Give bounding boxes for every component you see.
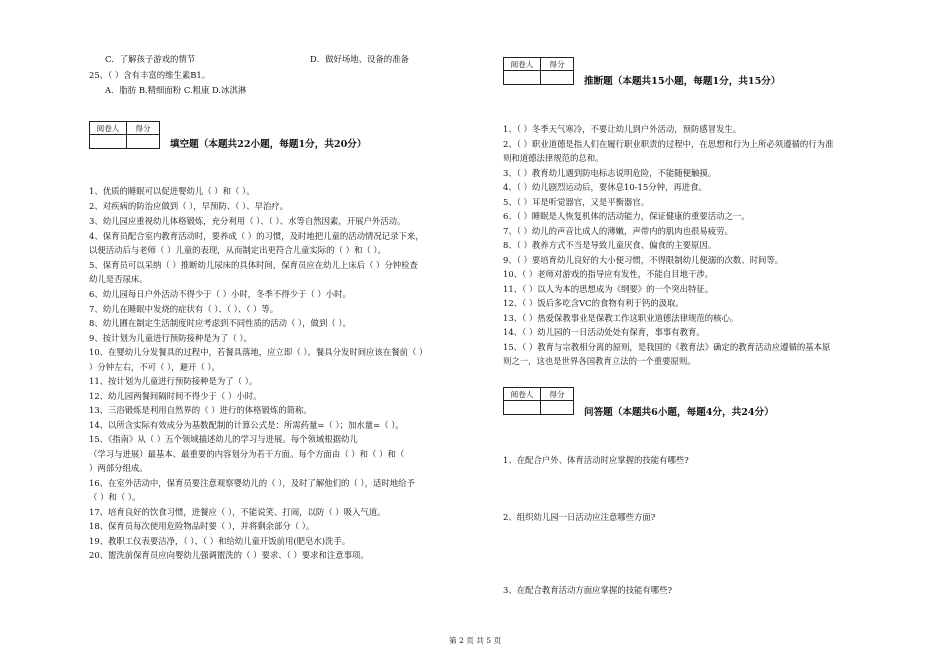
question-line: 15、《指南》从（ ）五个领域描述幼儿的学习与进展。每个领域根据幼儿 bbox=[89, 434, 358, 444]
question-line: 11、按计划为儿童进行预防接种是为了（ ）。 bbox=[89, 376, 258, 386]
question-line: 19、教职工仪表要洁净，（ ）、（ ）和给幼儿童开饭前用(肥皂水)洗手。 bbox=[89, 536, 351, 546]
question-line: 3、幼儿园应重视幼儿体格锻炼，充分利用（ ）、（ ）、水等自然因素，开展户外活动。 bbox=[89, 216, 406, 226]
judgment-line: 9、（ ）要培育幼儿良好的大小便习惯，不得限制幼儿便溺的次数、时间等。 bbox=[503, 255, 784, 265]
option-line: A．脂肪 B.精细面粉 C.粗康 D.冰淇淋 bbox=[105, 85, 247, 95]
judgment-line: 13、（ ）热爱保教事业是保教工作这职业道德法律规范的核心。 bbox=[503, 313, 739, 323]
question-line: 9、按计划为儿童进行预防接种是为了（ ）。 bbox=[89, 333, 252, 343]
judge-section-title: 推断题（本题共15小题，每题1分，共15分） bbox=[584, 76, 781, 87]
answer-question: 3、在配合教育活动方面应掌握的技能有哪些? bbox=[503, 585, 672, 595]
fill-score-box bbox=[89, 121, 160, 149]
judgment-line: 14、（ ）幼儿园的一日活动处处有保育，事事有教育。 bbox=[503, 327, 705, 337]
option-line: C．了解孩子游戏的情节 bbox=[105, 54, 196, 64]
judgment-line: 1、（ ）冬季天气寒冷，不要让幼儿到户外活动，预防感冒发生。 bbox=[503, 124, 742, 134]
judgment-line: 10、（ ）老师对游戏的指导应有发性，不能自目地干涉。 bbox=[503, 269, 714, 279]
question-line: 16、在室外活动中，保育员要注意观察婴幼儿的（ ），及时了解他们的（ ），适时地给予 bbox=[89, 478, 415, 488]
question-line: 7、幼儿在睡眠中发烧的症状有（ ）、（ ）、（ ）等。 bbox=[89, 304, 279, 314]
question-line: ）分钟左右，不可（ ），避开（ ）。 bbox=[89, 362, 220, 372]
question-line: 8、幼儿圃在制定生活制度时应考虑到不同性质的活动（ ），做到（ ）。 bbox=[89, 318, 351, 328]
judgment-line: 15、（ ）教育与宗教相分离的原则，是我国的《教育法》确定的教育活动应遵循的基本原 bbox=[503, 342, 831, 352]
score-label: 得分 bbox=[541, 388, 573, 401]
fill-section-title: 填空题（本题共22小题，每题1分，共20分） bbox=[170, 139, 367, 150]
score-label: 得分 bbox=[541, 58, 573, 71]
option-line: D．做好场地、设备的准备 bbox=[310, 54, 409, 64]
question-line: 5、保育员可以采纳（ ）推断幼儿尿床的具体时间，保育员应在幼儿上床后（ ）分钟检查 bbox=[89, 260, 418, 270]
answer-question: 1、在配合户外、体育活动时应掌握的技能有哪些? bbox=[503, 455, 689, 465]
judgment-line: 5、（ ）耳是听觉器官，又是平衡器官。 bbox=[503, 197, 650, 207]
question-line: 17、培育良好的饮食习惯，进餐应（ ），不能说笑、打闹，以防（ ）吸入气道。 bbox=[89, 507, 386, 517]
question-line: ）两部分组成。 bbox=[89, 463, 148, 473]
judgment-line: 11、（ ）以人为本的思想成为《纲要》的一个突出特征。 bbox=[503, 284, 714, 294]
judgment-line: 3、（ ）教育幼儿遇到防电标志说明危险，不能随便触摸。 bbox=[503, 168, 717, 178]
question-line: 20、盥洗前保育员应向婴幼儿强调盥洗的（ ）要求、（ ）要求和注意事项。 bbox=[89, 550, 369, 560]
question-line: 以便活动后与老师（ ）儿童的表现，从而制定出更符合儿童实际的（ ）和（ ）。 bbox=[89, 245, 386, 255]
question-line: 幼儿是否尿床。 bbox=[89, 274, 148, 284]
question-line: 12、幼儿园两餐间隔时间不得少于（ ）小时。 bbox=[89, 391, 262, 401]
judge-score-box bbox=[503, 57, 574, 85]
judgment-line: 4、（ ）幼儿剧烈运动后，要休息10-15分钟，再进食。 bbox=[503, 182, 707, 192]
qa-score-box bbox=[503, 387, 574, 415]
question-line: 14、以所含实际有效成分为基数配制的计算公式是：所需药量=（ ）；加水量=（ ）。 bbox=[89, 420, 404, 430]
answer-question: 2、组织幼儿园一日活动应注意哪些方面? bbox=[503, 512, 656, 522]
judgment-line: 7、（ ）幼儿的声音比成人的薄嫩，声带内的肌肉也很易疲劳。 bbox=[503, 226, 733, 236]
question-line: 1、优质的睡眠可以促进婴幼儿（ ）和（ ）。 bbox=[89, 186, 255, 196]
question-line: 4、保育员配合室内教育活动时，要养成（ ）的习惯，及时地把儿童的活动情况记录下来， bbox=[89, 231, 424, 241]
question-line: （ ）和（ ）。 bbox=[89, 492, 141, 502]
grader-label: 阅卷人 bbox=[504, 58, 540, 71]
question-line: （学习与进展）最基本、最重要的内容划分为若干方面。每个方面由（ ）和（ ）和（ bbox=[89, 449, 405, 459]
question-line: 10、在婴幼儿分发餐具的过程中，若餐具落地，应立即（ ）。餐具分发时间应该在餐前（ ） bbox=[89, 347, 428, 357]
judgment-line: 则和道德法律规范的总和。 bbox=[503, 153, 604, 163]
qa-section-title: 问答题（本题共6小题，每题4分，共24分） bbox=[584, 407, 774, 418]
judgment-line: 8、（ ）教养方式不当是导致儿童厌食、偏食的主要原因。 bbox=[503, 240, 717, 250]
judgment-line: 12、（ ）饭后多吃含VC的食物有利于钙的汲取。 bbox=[503, 298, 684, 308]
grader-label: 阅卷人 bbox=[504, 388, 540, 401]
option-line: 25、（ ）含有丰富的维生素B1。 bbox=[89, 70, 211, 80]
question-line: 6、幼儿园每日户外活动不得少于（ ）小时，冬季不得少于（ ）小时。 bbox=[89, 289, 351, 299]
question-line: 2、对疾病的防治应做到（ ），早预防、（ ）、早治疗。 bbox=[89, 201, 289, 211]
judgment-line: 6、（ ）睡眠是人恢复机体的活动能力，保证健康的重要活动之一。 bbox=[503, 211, 750, 221]
judgment-line: 则之一，这也是世界各国教育立法的一个重要原则。 bbox=[503, 356, 696, 366]
grader-label: 阅卷人 bbox=[90, 122, 126, 135]
question-line: 13、三浴锻炼是利用自然界的（ ）进行的体格锻炼的简称。 bbox=[89, 405, 312, 415]
score-label: 得分 bbox=[127, 122, 159, 135]
question-line: 18、保育员每次使用危险物品时要（ ），并将剩余部分（ ）。 bbox=[89, 521, 315, 531]
page-footer: 第 2 页 共 5 页 bbox=[448, 636, 502, 645]
judgment-line: 2、（ ）职业道德是指人们在履行职业职责的过程中，在思想和行为上所必须遵循的行为准 bbox=[503, 139, 834, 149]
